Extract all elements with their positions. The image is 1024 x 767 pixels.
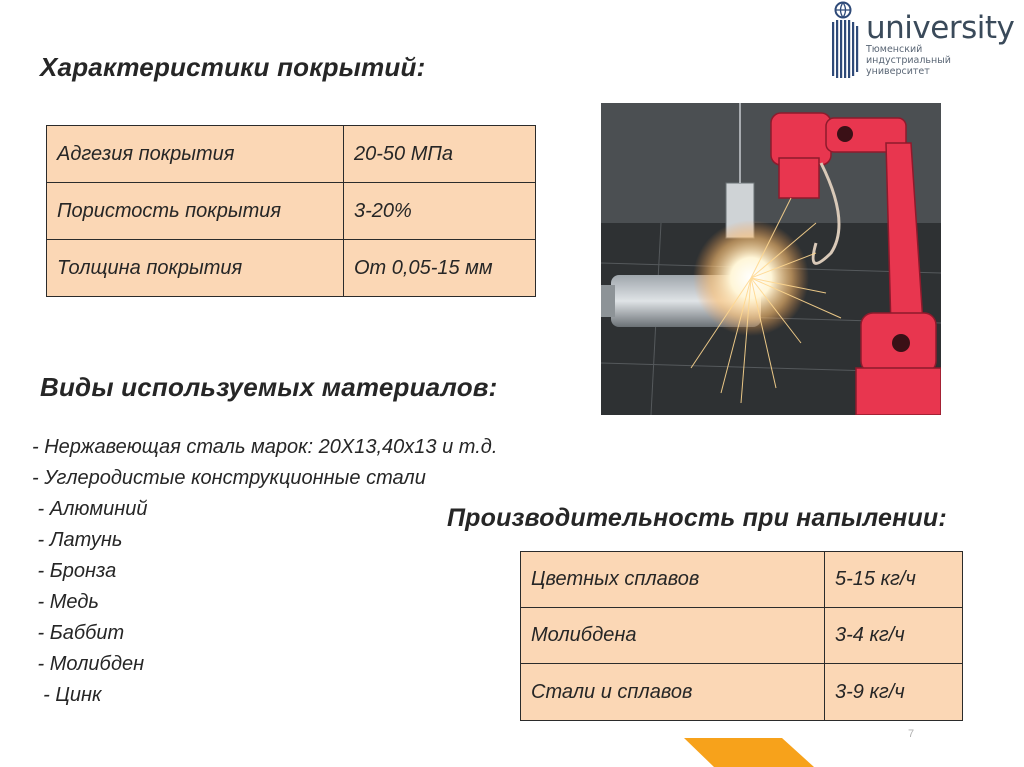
list-item: - Баббит: [32, 622, 125, 644]
table-cell-label: Стали и сплавов: [521, 664, 825, 721]
table-cell-label: Пористость покрытия: [47, 183, 344, 240]
table-cell-label: Цветных сплавов: [521, 552, 825, 608]
table-row: [521, 552, 963, 608]
table-cell-value: 5-15 кг/ч: [825, 552, 963, 608]
materials-title: Виды используемых материалов:: [40, 372, 498, 402]
table-row: [521, 608, 963, 664]
logo-subtitle-line: Тюменский: [866, 44, 923, 55]
list-item: - Бронза: [32, 560, 117, 582]
robot-spray-photo: [601, 103, 941, 415]
university-globe-icon: [828, 0, 862, 80]
table-cell-label: Адгезия покрытия: [47, 126, 344, 183]
table-cell-value: 3-20%: [344, 183, 536, 240]
productivity-title: Производительность при напылении:: [447, 504, 947, 532]
coating-table: [46, 125, 536, 297]
page-number: 7: [908, 728, 915, 740]
table-cell-value: 20-50 МПа: [344, 126, 536, 183]
table-row: [521, 664, 963, 721]
list-item: - Нержавеющая сталь марок: 20Х13,40х13 и т.д.: [32, 436, 498, 458]
list-item: - Латунь: [32, 529, 123, 551]
list-item: - Медь: [32, 591, 99, 613]
list-item: - Молибден: [32, 653, 145, 675]
logo-subtitle: [866, 44, 1016, 77]
table-cell-value: 3-4 кг/ч: [825, 608, 963, 664]
list-item: - Углеродистые конструкционные стали: [32, 467, 426, 489]
logo-wordmark: university: [866, 10, 1015, 46]
table-cell-label: Толщина покрытия: [47, 240, 344, 297]
table-row: [47, 126, 536, 183]
materials-list: [32, 432, 497, 711]
table-row: [47, 183, 536, 240]
table-cell-value: От 0,05-15 мм: [344, 240, 536, 297]
orange-accent-shape: [684, 738, 814, 767]
logo-subtitle-line: индустриальный: [866, 55, 951, 66]
table-row: [47, 240, 536, 297]
university-logo: [826, 0, 1024, 82]
list-item: - Алюминий: [32, 498, 148, 520]
robotic-spray-coating-illustration: [601, 103, 941, 415]
table-cell-value: 3-9 кг/ч: [825, 664, 963, 721]
table-cell-label: Молибдена: [521, 608, 825, 664]
logo-subtitle-line: университет: [866, 66, 930, 77]
productivity-table: [520, 551, 963, 721]
list-item: - Цинк: [32, 684, 102, 706]
coating-title: Характеристики покрытий:: [40, 52, 426, 82]
